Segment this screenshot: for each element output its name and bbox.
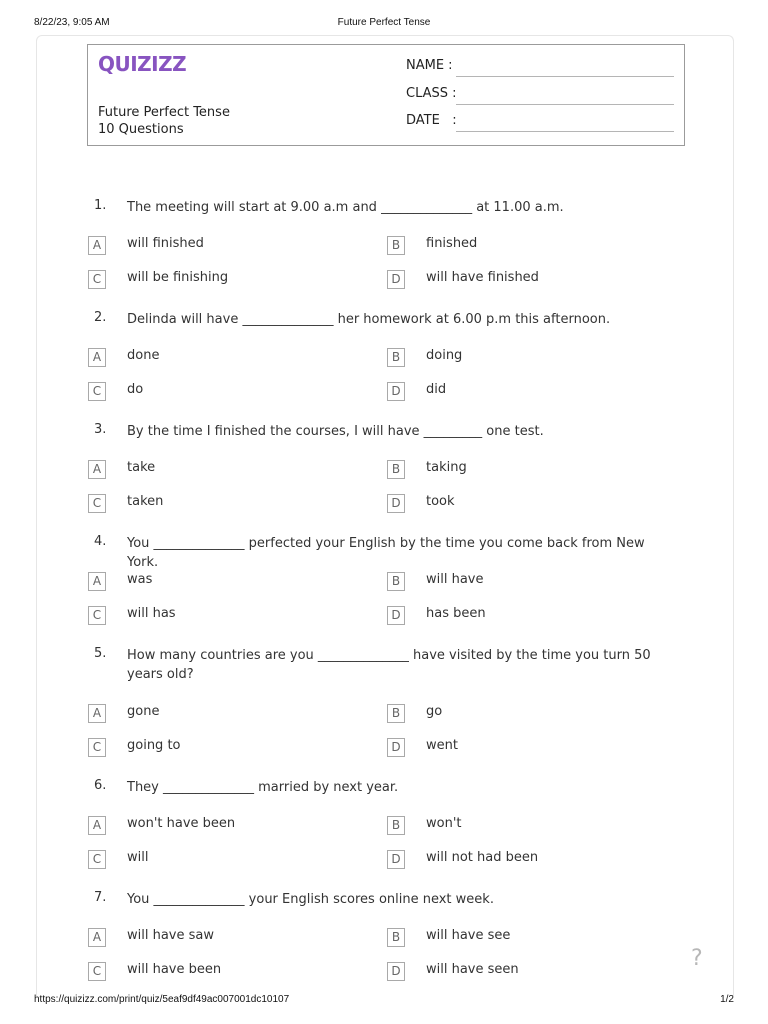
- date-field: [406, 113, 674, 133]
- option-letter: B: [387, 348, 405, 367]
- option-text: has been: [426, 606, 486, 621]
- class-label: CLASS :: [406, 86, 457, 101]
- option-text: will be finishing: [127, 270, 229, 285]
- option-letter: D: [387, 962, 405, 981]
- date-label: DATE :: [406, 113, 457, 128]
- option-text: went: [426, 738, 458, 753]
- option-letter: B: [387, 704, 405, 723]
- option-letter: A: [88, 704, 106, 723]
- class-line: [456, 104, 674, 105]
- option-text: going to: [127, 738, 181, 753]
- print-datetime: 8/22/23, 9:05 AM: [34, 17, 110, 28]
- class-field: [406, 86, 674, 106]
- option-text: done: [127, 348, 160, 363]
- option-text: will finished: [127, 236, 204, 251]
- option-letter: C: [88, 494, 106, 513]
- option-letter: A: [88, 236, 106, 255]
- option-text: taken: [127, 494, 164, 509]
- option-text: take: [127, 460, 156, 475]
- option-letter: C: [88, 606, 106, 625]
- option-letter: A: [88, 928, 106, 947]
- option-text: will has: [127, 606, 176, 621]
- option-text: will not had been: [426, 850, 539, 865]
- option-text: will have finished: [426, 270, 539, 285]
- quizizz-logo: QUIZIZZ: [98, 52, 187, 76]
- question-number: 3.: [94, 422, 107, 437]
- option-letter: C: [88, 382, 106, 401]
- worksheet-page: [36, 35, 734, 996]
- option-letter: D: [387, 382, 405, 401]
- question-number: 1.: [94, 198, 107, 213]
- option-text: will have see: [426, 928, 511, 943]
- name-line: [456, 76, 674, 77]
- question-text: By the time I finished the courses, I will have _________ one test.: [127, 424, 544, 439]
- option-letter: B: [387, 572, 405, 591]
- option-text: will have seen: [426, 962, 519, 977]
- option-letter: A: [88, 816, 106, 835]
- option-letter: B: [387, 236, 405, 255]
- option-text: do: [127, 382, 144, 397]
- question-count: 10 Questions: [98, 122, 184, 137]
- option-letter: C: [88, 270, 106, 289]
- option-text: will have saw: [127, 928, 215, 943]
- option-letter: D: [387, 494, 405, 513]
- option-letter: C: [88, 962, 106, 981]
- question-text: You ______________ your English scores online next week.: [127, 892, 494, 907]
- option-letter: A: [88, 460, 106, 479]
- option-text: taking: [426, 460, 467, 475]
- print-header: [34, 17, 734, 31]
- option-letter: D: [387, 270, 405, 289]
- option-letter: D: [387, 606, 405, 625]
- question-number: 2.: [94, 310, 107, 325]
- option-text: did: [426, 382, 447, 397]
- print-page-number: 1/2: [720, 994, 734, 1005]
- question-number: 5.: [94, 646, 107, 661]
- option-text: finished: [426, 236, 478, 251]
- name-label: NAME :: [406, 58, 453, 73]
- option-text: will have been: [127, 962, 222, 977]
- date-line: [456, 131, 674, 132]
- question-number: 7.: [94, 890, 107, 905]
- question-text: You ______________ perfected your English by the time you come back from New York.: [127, 536, 645, 570]
- worksheet-header: [87, 44, 685, 146]
- option-text: won't: [426, 816, 462, 831]
- quiz-title: Future Perfect Tense: [98, 105, 230, 120]
- option-text: doing: [426, 348, 463, 363]
- option-letter: C: [88, 738, 106, 757]
- option-text: will have: [426, 572, 484, 587]
- question-mark-icon[interactable]: ?: [691, 946, 703, 971]
- print-footer: [34, 994, 734, 1008]
- print-title: Future Perfect Tense: [337, 17, 431, 28]
- question-number: 6.: [94, 778, 107, 793]
- question-text: Delinda will have ______________ her homework at 6.00 p.m this afternoon.: [127, 312, 611, 327]
- option-letter: A: [88, 348, 106, 367]
- name-field: [406, 58, 674, 78]
- question-number: 4.: [94, 534, 107, 549]
- question-text: How many countries are you ______________ have visited by the time you turn 50 years old?: [127, 648, 651, 682]
- option-letter: D: [387, 850, 405, 869]
- option-text: gone: [127, 704, 160, 719]
- option-letter: B: [387, 460, 405, 479]
- option-letter: D: [387, 738, 405, 757]
- option-text: was: [127, 572, 153, 587]
- question-text: The meeting will start at 9.00 a.m and ______________ at 11.00 a.m.: [127, 200, 564, 215]
- option-letter: A: [88, 572, 106, 591]
- option-letter: B: [387, 928, 405, 947]
- option-text: will: [127, 850, 149, 865]
- option-letter: B: [387, 816, 405, 835]
- option-text: took: [426, 494, 455, 509]
- option-text: go: [426, 704, 443, 719]
- option-text: won't have been: [127, 816, 236, 831]
- option-letter: C: [88, 850, 106, 869]
- question-text: They ______________ married by next year.: [127, 780, 399, 795]
- print-url[interactable]: https://quizizz.com/print/quiz/5eaf9df49ac007001dc10107: [34, 994, 290, 1005]
